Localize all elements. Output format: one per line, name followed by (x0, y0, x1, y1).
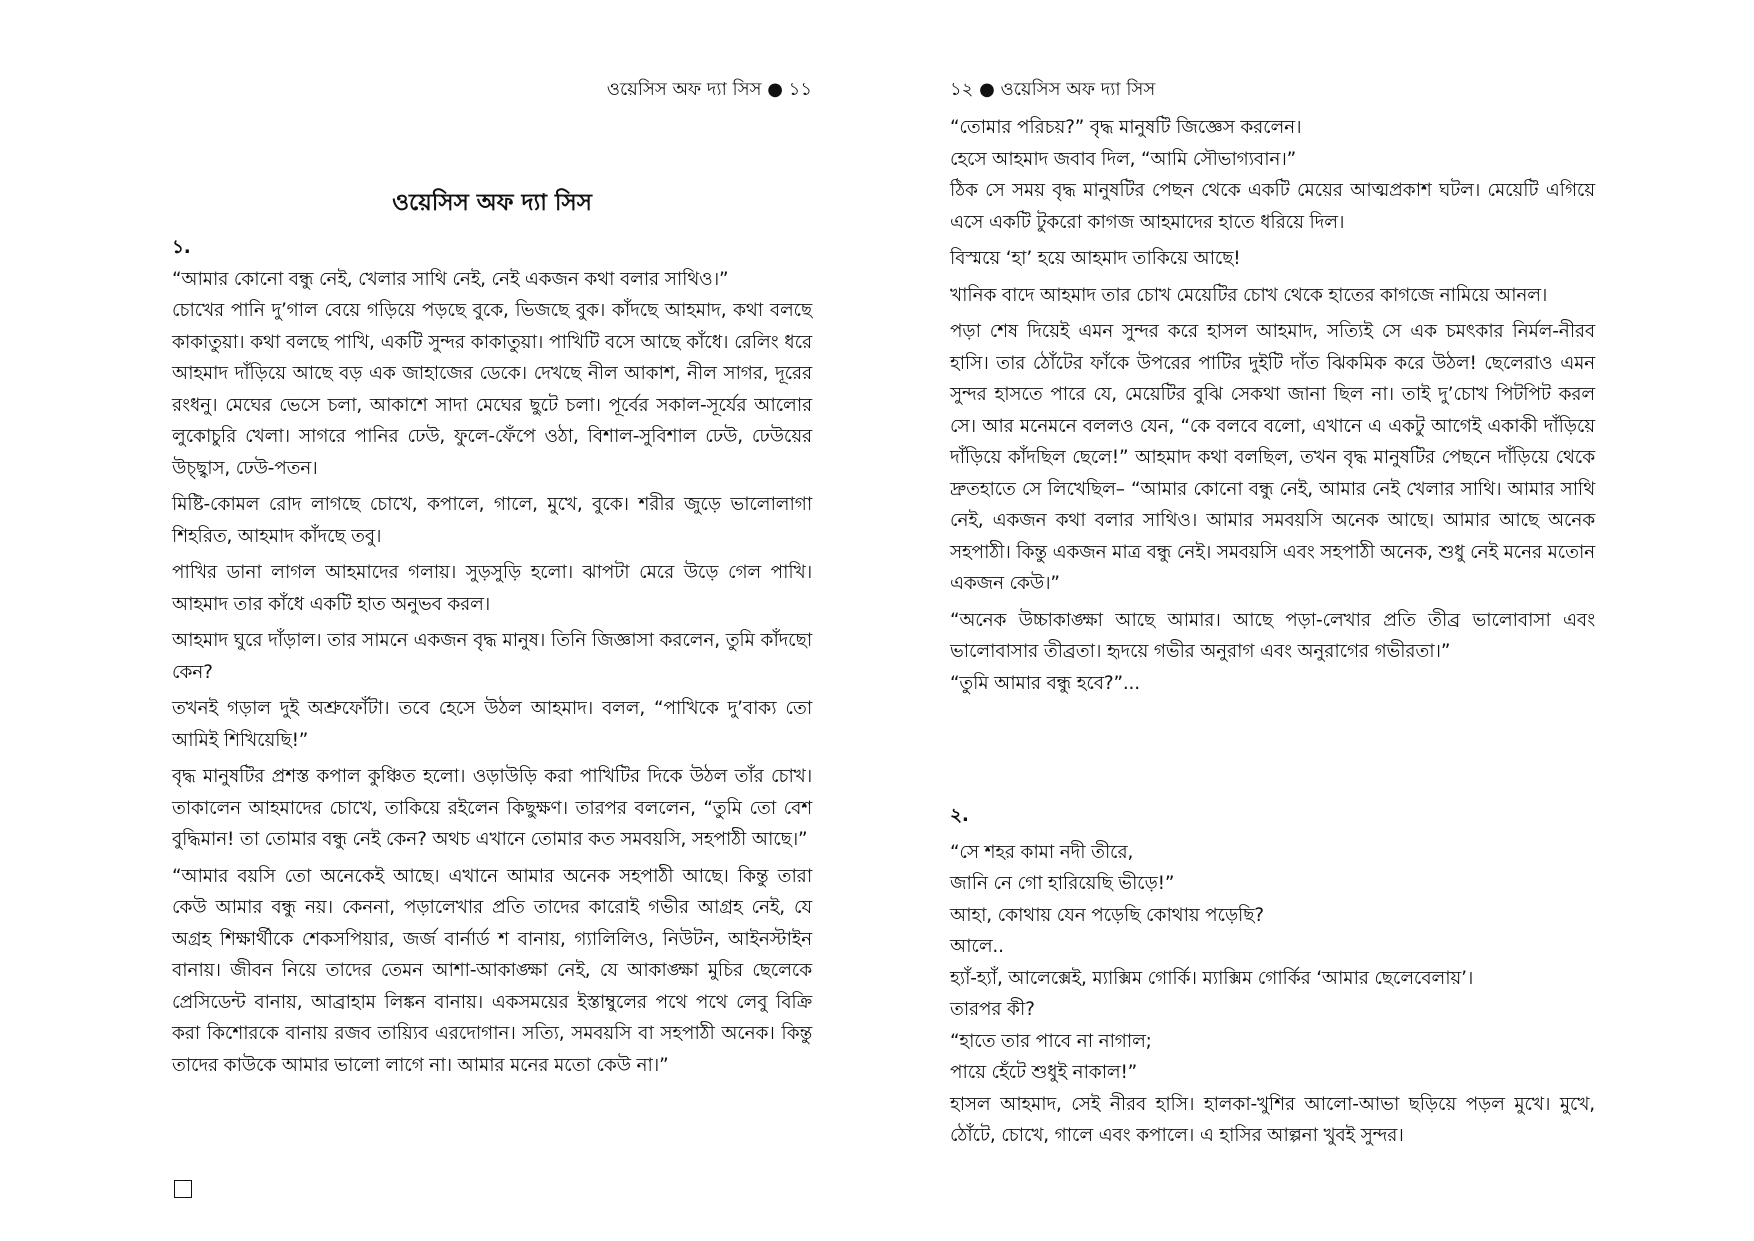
paragraph: তারপর কী? (950, 999, 1035, 1020)
right-page (950, 0, 1595, 1241)
paragraph: হ্যাঁ-হ্যাঁ, আলেক্সেই, ম্যাক্সিম গোর্কি। ম্যাক্সিম গোর্কির ‘আমার ছেলেবেলায়’। (950, 967, 1474, 989)
paragraph: বিস্ময়ে ‘হা’ হয়ে আহমাদ তাকিয়ে আছে! (950, 248, 1241, 269)
verse-line: “হাতে তার পাবে না নাগাল; (950, 1030, 1152, 1052)
paragraph: ঠিক সে সময় বৃদ্ধ মানুষটির পেছন থেকে একটি মেয়ের আত্মপ্রকাশ ঘটল। মেয়েটি এগিয়ে এসে একটি টুকরো কাগজ আহমাদের হাতে ধরিয়ে দিল। (950, 180, 1595, 233)
paragraph: “অনেক উচ্চাকাঙ্ক্ষা আছে আমার। আছে পড়া-লেখার প্রতি তীব্র ভালোবাসা এবং ভালোবাসার তীব্রতা। হৃদয়ে গভীর অনুরাগ এবং অনুরাগের গভীরতা।” (950, 609, 1595, 662)
paragraph: আলে.. (950, 936, 1004, 957)
section-number: ১. (172, 237, 191, 258)
paragraph: “তোমার পরিচয়?” বৃদ্ধ মানুষটি জিজ্ঞেস করলেন। (950, 117, 1302, 138)
paragraph: “আমার বয়সি তো অনেকেই আছে। এখানে আমার অনেক সহপাঠী আছে। কিন্তু তারা কেউ আমার বন্ধু নয়। কেননা, পড়ালেখার প্রতি তাদের কারোই গভীর আগ্রহ নেই, যে অগ্রহ শিক্ষার্থীকে শেকসপিয়ার, জর্জ বার্নার্ড শ বানায়, গ্যালিলিও, নিউটন, আইনস্টাইন বানায়। জীবন নিয়ে তাদের তেমন আশা-আকাঙ্ক্ষা নেই, যে আকাঙ্ক্ষা মুচির ছেলেকে প্রেসিডেন্ট বানায়, আব্রাহাম লিঙ্কন বানায়। একসময়ের ইস্তাম্বুলের পথে পথে লেবু বিক্রি করা কিশোরকে বানায় রজব তায়্যিব এরদোগান। সত্যি, সমবয়সি বা সহপাঠী অনেক। কিন্তু তাদের কাউকে আমার ভালো লাগে না। আমার মনের মতো কেউ না।” (172, 865, 812, 1076)
verse-line: জানি নে গো হারিয়েছি ভীড়ে!” (950, 873, 1175, 894)
chapter-title: ওয়েসিস অফ দ্যা সিস (392, 190, 592, 216)
paragraph: হেসে আহমাদ জবাব দিল, “আমি সৌভাগ্যবান।” (950, 148, 1297, 170)
verse-line: “সে শহর কামা নদী তীরে, (950, 841, 1134, 863)
paragraph: পড়া শেষ দিয়েই এমন সুন্দর করে হাসল আহমাদ, সত্যিই সে এক চমৎকার নির্মল-নীরব হাসি। তার ঠোঁটের ফাঁকে উপরের পাটির দুইটি দাঁত ঝিকমিক করে উঠল! ছেলেরাও এমন সুন্দর হাসতে পারে যে, মেয়েটির বুঝি সেকথা জানা ছিল না। তাই দু’চোখ পিটপিট করল সে। আর মনেমনে বললও যেন, “কে বলবে বলো, এখানে এ একটু আগেই একাকী দাঁড়িয়ে দাঁড়িয়ে কাঁদছিল ছেলে!” আহমাদ কথা বলছিল, তখন বৃদ্ধ মানুষটির পেছনে দাঁড়িয়ে থেকে দ্রুতহাতে সে লিখেছিল– “আমার কোনো বন্ধু নেই, আমার নেই খেলার সাথি। আমার সাথি নেই, একজন কথা বলার সাথিও। আমার সমবয়সি অনেক আছে। আমার আছে অনেক সহপাঠী। কিন্তু একজন মাত্র বন্ধু নেই। সমবয়সি এবং সহপাঠী অনেক, শুধু নেই মনের মতোন একজন কেউ।” (950, 321, 1595, 594)
paragraph: বৃদ্ধ মানুষটির প্রশস্ত কপাল কুঞ্চিত হলো। ওড়াউড়ি করা পাখিটির দিকে উঠল তাঁর চোখ। তাকালেন আহমাদের চোখে, তাকিয়ে রইলেন কিছুক্ষণ। তারপর বললেন, “তুমি তো বেশ বুদ্ধিমান! তা তোমার বন্ধু নেই কেন? অথচ এখানে তোমার কত সমবয়সি, সহপাঠী আছে।” (172, 766, 812, 850)
left-page (172, 0, 812, 1241)
paragraph: মিষ্টি-কোমল রোদ লাগছে চোখে, কপালে, গালে, মুখে, বুকে। শরীর জুড়ে ভালোলাগা শিহরিত, আহমাদ কাঁদছে তবু। (172, 494, 812, 547)
right-text-block-1 (950, 112, 1595, 699)
paragraph: খানিক বাদে আহমাদ তার চোখ মেয়েটির চোখ থেকে হাতের কাগজে নামিয়ে আনল। (950, 284, 1548, 306)
section-number: ২. (950, 805, 969, 826)
paragraph: হাসল আহমাদ, সেই নীরব হাসি। হালকা-খুশির আলো-আভা ছড়িয়ে পড়ল মুখে। মুখে, ঠোঁটে, চোখে, গালে এবং কপালে। এ হাসির আল্পনা খুবই সুন্দর। (950, 1093, 1595, 1146)
paragraph: চোখের পানি দু’গাল বেয়ে গড়িয়ে পড়ছে বুকে, ভিজছে বুক। কাঁদছে আহমাদ, কথা বলছে কাকাতুয়া। কথা বলছে পাখি, একটি সুন্দর কাকাতুয়া। পাখিটি বসে আছে কাঁধে। রেলিং ধরে আহমাদ দাঁড়িয়ে আছে বড় এক জাহাজের ডেকে। দেখছে নীল আকাশ, নীল সাগর, দূরের রংধনু। মেঘের ভেসে চলা, আকাশে সাদা মেঘের ছুটে চলা। পূর্বের সকাল-সূর্যের আলোর লুকোচুরি খেলা। সাগরে পানির ঢেউ, ফুলে-ফেঁপে ওঠা, বিশাল-সুবিশাল ঢেউ, ঢেউয়ের উচ্ছ্বাস, ঢেউ-পতন। (172, 300, 812, 479)
left-running-head: ওয়েসিস অফ দ্যা সিস ● ১১ (606, 79, 812, 100)
left-text-block (172, 232, 812, 1081)
right-text-block-2 (950, 800, 1595, 1152)
paragraph: আহা, কোথায় যেন পড়েছি কোথায় পড়েছি? (950, 904, 1264, 926)
right-running-head: ১২ ● ওয়েসিস অফ দ্যা সিস (950, 79, 1156, 100)
paragraph: পাখির ডানা লাগল আহমাদের গলায়। সুড়সুড়ি হলো। ঝাপটা মেরে উড়ে গেল পাখি। আহমাদ তার কাঁধে একটি হাত অনুভব করল। (172, 562, 812, 615)
end-marker-icon (174, 1180, 192, 1198)
paragraph: “তুমি আমার বন্ধু হবে?”... (950, 672, 1140, 694)
paragraph: আহমাদ ঘুরে দাঁড়াল। তার সামনে একজন বৃদ্ধ মানুষ। তিনি জিজ্ঞাসা করলেন, তুমি কাঁদছো কেন? (172, 630, 812, 683)
paragraph: তখনই গড়াল দুই অশ্রুফোঁটা। তবে হেসে উঠল আহমাদ। বলল, “পাখিকে দু’বাক্য তো আমিই শিখিয়েছি!” (172, 698, 812, 751)
paragraph: “আমার কোনো বন্ধু নেই, খেলার সাথি নেই, নেই একজন কথা বলার সাথিও।” (172, 268, 729, 290)
verse-line: পায়ে হেঁটে শুধুই নাকাল!” (950, 1062, 1138, 1083)
